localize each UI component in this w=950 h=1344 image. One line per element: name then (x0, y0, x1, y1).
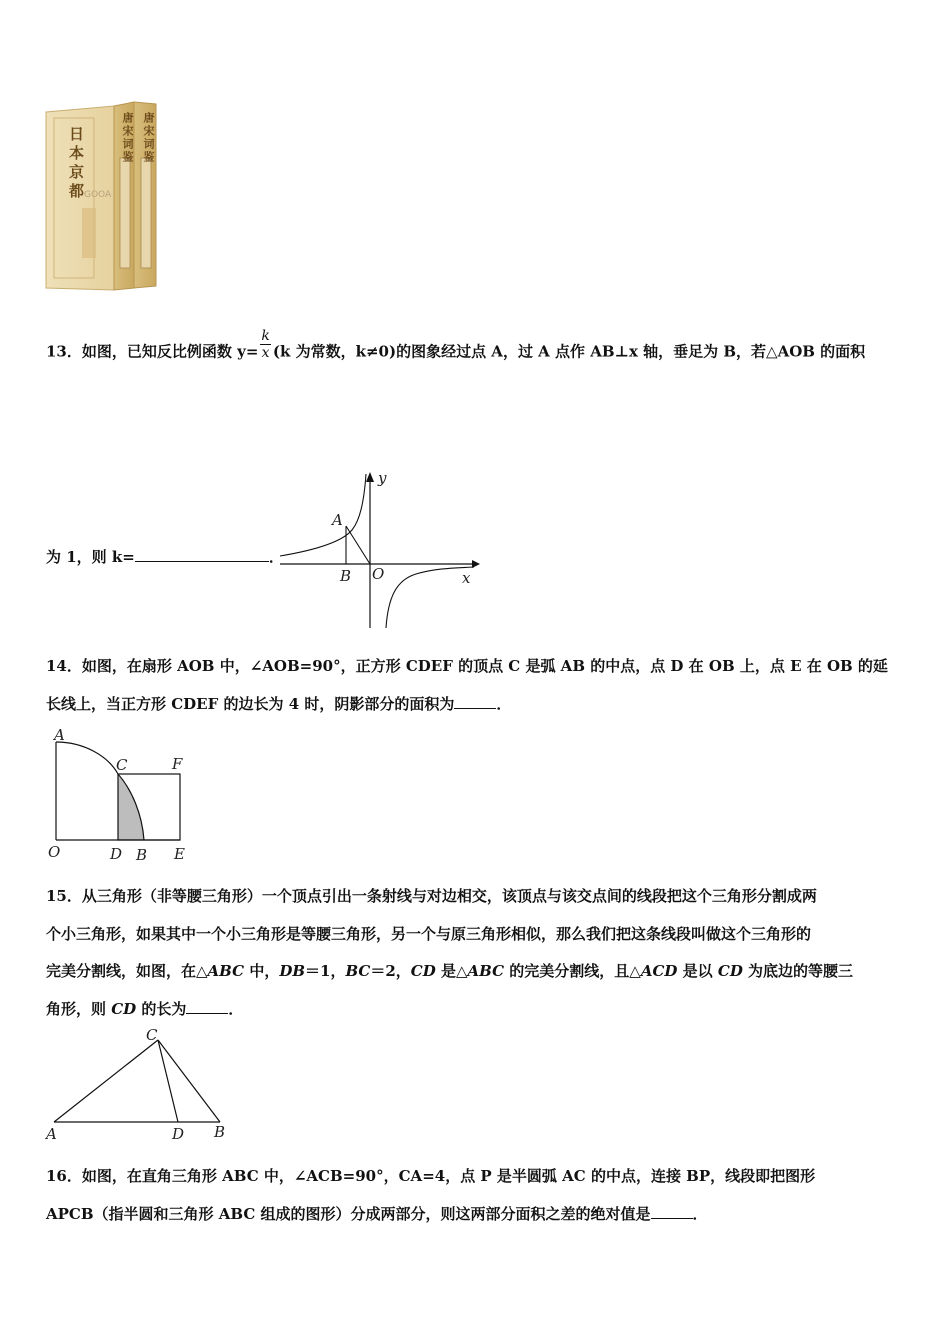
q14-label-c: C (116, 756, 128, 774)
q14-label-d: D (110, 845, 123, 863)
q15-line3-a: 完美分割线，如图，在△ (46, 962, 208, 980)
q14-line2-pre: 长线上，当正方形 CDEF 的边长为 4 时，阴影部分的面积为 (46, 695, 455, 713)
book-watermark: GOOA (84, 190, 112, 200)
q15-line3-k: 的完美分割线，且△ (504, 962, 641, 980)
q13-label-b: B (340, 567, 352, 585)
q15-line3-d: DB (279, 962, 306, 980)
q14-label-a: A (54, 726, 65, 744)
q13-label-y: y (378, 469, 387, 487)
q14-line2 (46, 694, 511, 714)
q15-line4-d: ． (228, 1000, 244, 1018)
q13-label-o: O (372, 565, 385, 583)
q16-line2-pre: APCB（指半圆和三角形 ABC 组成的图形）分成两部分，则这两部分面积之差的绝对值是 (46, 1205, 651, 1223)
q16-line1: 16．如图，在直角三角形 ABC 中，∠ACB=90°，CA=4，点 P 是半圆弧 AC 的中点，连接 BP，线段即把图形 (46, 1167, 816, 1185)
q14-line2-post: ． (496, 695, 512, 713)
q13-answer-blank (135, 547, 269, 562)
q15-line3-n: CD (717, 962, 743, 980)
q15-line4-b: CD (111, 1000, 137, 1018)
q15-line3-m: 是以 (677, 962, 718, 980)
book-spine-title: 唐宋词鉴 (121, 112, 134, 164)
book-image (44, 98, 160, 294)
q13-curve-left (280, 474, 366, 556)
q14-shaded-region (118, 774, 144, 840)
q13-frac-num: k (261, 328, 270, 344)
q15-segment-ac (54, 1040, 158, 1122)
book-cover-title: 日本京都 (67, 126, 85, 202)
q15-line3-c: 中， (244, 962, 280, 980)
q14-label-b: B (136, 846, 148, 864)
q15-label-b: B (214, 1123, 226, 1141)
q15-line3-e: ＝1， (305, 962, 346, 980)
q15-line3-o: 为底边的等腰三 (742, 962, 854, 980)
q14-label-o: O (48, 843, 61, 861)
q14-line1: 14．如图，在扇形 AOB 中，∠AOB=90°，正方形 CDEF 的顶点 C 是弧 AB 的中点，点 D 在 OB 上，点 E 在 OB 的延 (46, 657, 888, 675)
q14-figure (44, 726, 194, 866)
q15-answer-blank (186, 999, 228, 1014)
q15-label-c: C (146, 1026, 158, 1044)
book-spine-title-2: 唐宋词鉴 (142, 112, 155, 164)
q15-figure (42, 1026, 236, 1144)
q13-line1 (46, 328, 866, 369)
q13-label-x: x (462, 569, 471, 587)
q15-line4 (46, 999, 243, 1019)
q15-line3-j: ABC (467, 962, 505, 980)
q16-answer-blank (651, 1204, 693, 1219)
q13-frac-den: x (261, 345, 270, 361)
q16-line2 (46, 1204, 708, 1224)
q15-label-d: D (172, 1125, 185, 1143)
q13-line2-pre: 为 1，则 k= (46, 548, 135, 566)
q13-label-a: A (332, 511, 343, 529)
q15-line3-f: BC (345, 962, 371, 980)
q13-figure (276, 468, 486, 630)
q13-y-arrow (366, 472, 374, 482)
q15-line3-l: ACD (640, 962, 678, 980)
q13-line2-post: ． (268, 548, 284, 566)
q14-label-f: F (172, 755, 183, 773)
q13-line2 (46, 547, 284, 567)
q16-line2-post: ． (692, 1205, 708, 1223)
q14-label-e: E (174, 845, 185, 863)
q15-line3-b: ABC (207, 962, 245, 980)
q14-answer-blank (454, 694, 496, 709)
q13-line1-post: (k 为常数，k≠0)的图象经过点 A，过 A 点作 AB⊥x 轴，垂足为 B，若△AOB 的面积 (272, 342, 866, 361)
q15-line3-i: 是△ (435, 962, 468, 980)
q13-curve-right (386, 567, 474, 628)
q15-line3-h: CD (410, 962, 436, 980)
q15-line1: 15．从三角形（非等腰三角形）一个顶点引出一条射线与对边相交，该顶点与该交点间的线段把这个三角形分割成两 (46, 887, 817, 905)
q15-line2: 个小三角形，如果其中一个小三角形是等腰三角形，另一个与原三角形相似，那么我们把这条线段叫做这个三角形的 (46, 925, 812, 943)
q15-line4-c: 的长为 (136, 1000, 187, 1018)
q13-line1-pre: 13．如图，已知反比例函数 y= (46, 342, 259, 361)
q13-fraction (260, 328, 270, 361)
q15-line3 (46, 961, 853, 981)
q15-segment-cb (158, 1040, 220, 1122)
q15-line3-g: ＝2， (370, 962, 411, 980)
q15-label-a: A (46, 1125, 57, 1143)
q15-line4-a: 角形，则 (46, 1000, 112, 1018)
q13-segment-ao (346, 526, 370, 564)
